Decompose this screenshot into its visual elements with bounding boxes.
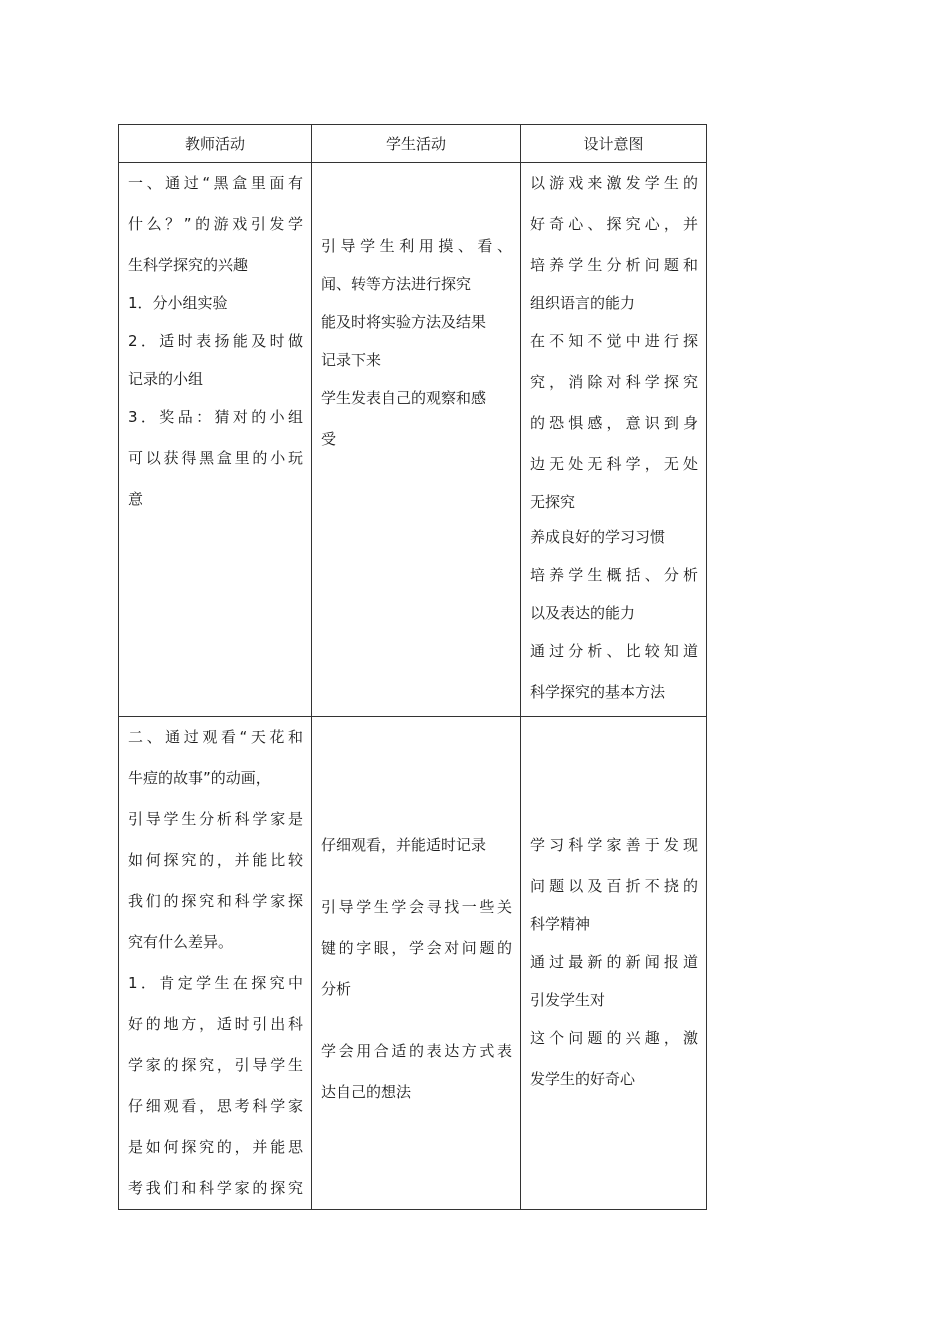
- text-line: 以游戏来激发学生的: [530, 174, 698, 192]
- text-line: 科学精神: [530, 915, 591, 933]
- text-line: 引导学生学会寻找一些关: [321, 898, 512, 916]
- text-line: 养成良好的学习习惯: [530, 528, 666, 546]
- table-header-row: [119, 125, 707, 163]
- text-line: 问题以及百折不挠的: [530, 877, 698, 895]
- teacher-activity-cell: [119, 717, 312, 1210]
- text-line: 边无处无科学，无处: [530, 455, 698, 473]
- text-line: 如何探究的，并能比较: [128, 851, 303, 869]
- text-line: 学会用合适的表达方式表: [321, 1042, 512, 1060]
- teacher-activity-cell: [119, 163, 312, 717]
- text-line: 生科学探究的兴趣: [128, 256, 249, 274]
- text-line: 学习科学家善于发现: [530, 836, 698, 854]
- text-line: 3．奖品：猜对的小组: [128, 408, 303, 426]
- text-line: 是如何探究的，并能思: [128, 1138, 303, 1156]
- table-row: [119, 163, 707, 717]
- text-line: 发学生的好奇心: [530, 1070, 636, 1088]
- text-line: 引导学生分析科学家是: [128, 810, 303, 828]
- text-line: 学家的探究，引导学生: [128, 1056, 303, 1074]
- text-line: 学生发表自己的观察和感: [321, 389, 487, 407]
- text-line: 受: [321, 430, 337, 448]
- text-line: 仔细观看，思考科学家: [128, 1097, 303, 1115]
- header-teacher-activity: 教师活动: [119, 125, 312, 163]
- text-line: 以及表达的能力: [530, 604, 636, 622]
- text-line: 记录的小组: [128, 370, 204, 388]
- text-line: 究，消除对科学探究: [530, 373, 698, 391]
- text-line: 分析: [321, 980, 352, 998]
- text-line: 通过分析、比较知道: [530, 642, 698, 660]
- text-line: 无探究: [530, 493, 576, 511]
- text-line: 通过最新的新闻报道: [530, 953, 698, 971]
- lesson-plan-table: [118, 124, 707, 1210]
- text-line: 可以获得黑盒里的小玩: [128, 449, 303, 467]
- text-line: 1．肯定学生在探究中: [128, 974, 303, 992]
- table-row: [119, 717, 707, 1210]
- text-line: 引发学生对: [530, 991, 606, 1009]
- design-intent-cell: [521, 163, 707, 717]
- text-line: 1．分小组实验: [128, 294, 228, 312]
- text-line: 在不知不觉中进行探: [530, 332, 698, 350]
- text-line: 科学探究的基本方法: [530, 683, 666, 701]
- text-line: 培养学生分析问题和: [530, 256, 698, 274]
- student-activity-cell: [312, 717, 521, 1210]
- text-line: 好奇心、探究心，并: [530, 215, 698, 233]
- text-line: 达自己的想法: [321, 1083, 412, 1101]
- text-line: 闻、转等方法进行探究: [321, 275, 472, 293]
- text-line: 培养学生概括、分析: [530, 566, 698, 584]
- text-line: 意: [128, 490, 144, 508]
- text-line: 什么？”的游戏引发学: [128, 215, 303, 233]
- text-line: 仔细观看，并能适时记录: [321, 836, 487, 854]
- header-student-activity: 学生活动: [312, 125, 521, 163]
- text-line: 记录下来: [321, 351, 382, 369]
- text-line: 考我们和科学家的探究: [128, 1179, 303, 1197]
- student-activity-cell: [312, 163, 521, 717]
- text-line: 究有什么差异。: [128, 933, 234, 951]
- text-line: 能及时将实验方法及结果: [321, 313, 487, 331]
- text-line: 的恐惧感，意识到身: [530, 414, 698, 432]
- text-line: 组织语言的能力: [530, 294, 636, 312]
- text-line: 二、通过观看“天花和: [128, 728, 303, 746]
- text-line: 键的字眼，学会对问题的: [321, 939, 512, 957]
- text-line: 2．适时表扬能及时做: [128, 332, 303, 350]
- text-line: 好的地方，适时引出科: [128, 1015, 303, 1033]
- text-line: 引导学生利用摸、看、: [321, 237, 512, 255]
- design-intent-cell: [521, 717, 707, 1210]
- text-line: 这个问题的兴趣，激: [530, 1029, 698, 1047]
- text-line: 牛痘的故事”的动画，: [128, 769, 271, 787]
- header-design-intent: 设计意图: [521, 125, 707, 163]
- text-line: 一、通过“黑盒里面有: [128, 174, 303, 192]
- text-line: 我们的探究和科学家探: [128, 892, 303, 910]
